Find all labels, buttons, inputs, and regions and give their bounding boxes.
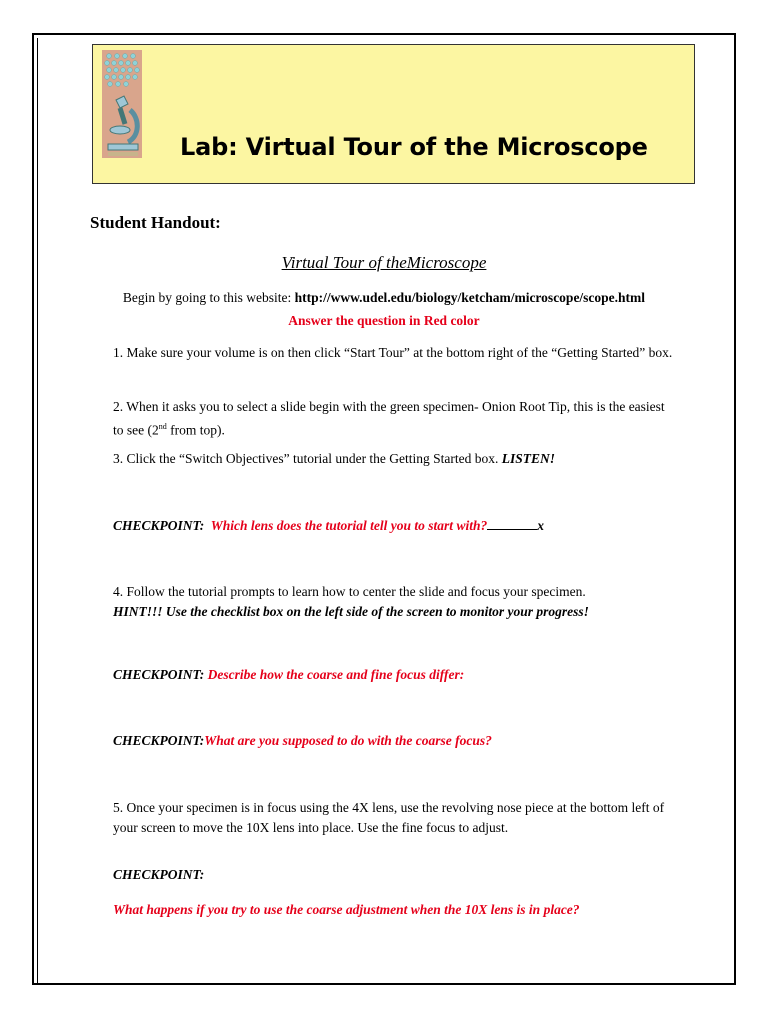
step-2-sup: nd [158,422,167,431]
section-heading: Student Handout: [90,213,221,232]
title-banner [92,44,695,184]
instruction-note: Answer the question in Red color [288,313,480,328]
step-5: 5. Once your specimen is in focus using the 4X lens, use the revolving nose piece at the bottom left of your screen to move the 10X lens into place. Use the fine focus to adjust. [113,800,665,835]
step-1: 1. Make sure your volume is on then click “Start Tour” at the bottom right of the “Getting Started” box. [113,345,673,360]
checkpoint-3-label: CHECKPOINT [113,733,200,748]
website-url: http://www.udel.edu/biology/ketcham/microscope/scope.html [294,290,646,305]
frame-inner-rule [37,38,38,983]
step-4-text: 4. Follow the tutorial prompts to learn how to center the slide and focus your specimen. [113,584,586,599]
answer-blank[interactable] [487,517,537,530]
checkpoint-1: CHECKPOINT: Which lens does the tutorial tell you to start with? x [113,518,544,533]
checkpoint-3: CHECKPOINT:What are you supposed to do with the coarse focus? [113,733,492,748]
subtitle: Virtual Tour of theMicroscope [281,253,487,272]
step-3-listen: LISTEN! [501,451,556,466]
checkpoint-4-label: CHECKPOINT [113,867,200,882]
step-3 [113,449,673,469]
step-2 [113,397,673,441]
step-3-text: 3. Click the “Switch Objectives” tutorial under the Getting Started box. [113,451,502,466]
step-4 [113,582,673,622]
checkpoint-4: CHECKPOINT: [113,867,205,882]
intro-line [0,290,768,306]
step-2-text: 2. When it asks you to select a slide begin with the green specimen- Onion Root Tip, this is the easiest to see (2 [113,399,665,438]
step-2-text-end: from top). [166,422,225,438]
checkpoint-3-question: What are you supposed to do with the coarse focus? [204,733,492,748]
checkpoint-2-question: Describe how the coarse and fine focus differ: [207,667,465,682]
checkpoint-2-label: CHECKPOINT [113,667,200,682]
checkpoint-1-suffix: x [537,518,544,533]
checkpoint-1-label: CHECKPOINT [113,518,200,533]
step-4-hint: HINT!!! Use the checklist box on the left side of the screen to monitor your progress! [113,604,589,619]
microscope-icon [100,48,144,160]
checkpoint-2: CHECKPOINT: Describe how the coarse and fine focus differ: [113,667,465,682]
intro-text: Begin by going to this website: [122,290,295,305]
document-title: Lab: Virtual Tour of the Microscope [180,133,648,161]
checkpoint-1-question: Which lens does the tutorial tell you to start with? [210,518,488,533]
checkpoint-4-question: What happens if you try to use the coarse adjustment when the 10X lens is in place? [113,902,580,917]
